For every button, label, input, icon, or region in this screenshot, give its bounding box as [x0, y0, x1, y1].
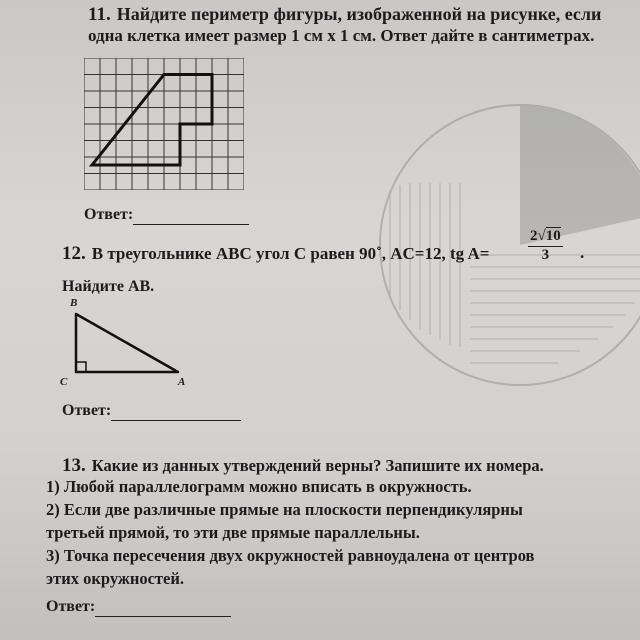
problem-12-statement	[62, 243, 489, 265]
problem-12-question: Найдите AB.	[62, 278, 155, 295]
answer-label: Ответ:	[46, 598, 96, 615]
problem-13-answer	[46, 598, 231, 617]
problem-11-answer	[84, 206, 249, 225]
problem-11-figure-outline	[92, 75, 212, 166]
problem-12-answer	[62, 402, 241, 421]
fraction-radicand: 10	[545, 228, 561, 244]
statement-3-text-1: Точка пересечения двух окружностей равноудалена от центров	[63, 546, 535, 565]
point-a-label: A	[178, 376, 186, 388]
problem-11-text-1: Найдите периметр фигуры, изображенной на рисунке, если	[116, 4, 602, 24]
problem-11-statement-line2: одна клетка имеет размер 1 см х 1 см. Ответ дайте в сантиметрах.	[88, 26, 595, 45]
fraction-coefficient: 2	[530, 228, 538, 244]
statement-1	[46, 477, 472, 497]
problem-11-grid-figure	[84, 58, 244, 190]
statement-3-line2: этих окружностей.	[46, 569, 184, 588]
triangle-abc-figure	[66, 300, 196, 390]
problem-11-statement-line1	[88, 4, 601, 26]
statement-2-text-1: Если две различные прямые на плоскости перпендикулярны	[63, 500, 523, 519]
statement-period: .	[580, 243, 585, 262]
problem-12-number: 12.	[62, 243, 86, 264]
answer-blank[interactable]	[133, 206, 249, 225]
statement-2-number: 2)	[46, 500, 60, 519]
answer-blank[interactable]	[111, 402, 241, 421]
statement-2-line1	[46, 500, 523, 520]
answer-label: Ответ:	[62, 402, 112, 419]
point-c-label: C	[60, 376, 68, 388]
statement-1-number: 1)	[46, 477, 60, 496]
problem-12-text: В треугольнике ABC угол C равен 90˚, AC=12, tg A=	[91, 244, 490, 263]
problem-11-number: 11.	[88, 4, 111, 25]
point-b-label: B	[70, 297, 78, 309]
answer-label: Ответ:	[84, 206, 134, 223]
answer-blank[interactable]	[95, 598, 231, 617]
statement-2-line2: третьей прямой, то эти две прямые параллельны.	[46, 523, 420, 542]
statement-3-number: 3)	[46, 546, 60, 565]
problem-13-text: Какие из данных утверждений верны? Запишите их номера.	[91, 456, 544, 475]
statement-1-text: Любой параллелограмм можно вписать в окружность.	[63, 477, 472, 496]
tangent-fraction: $\frac{2√10}{3}$	[530, 228, 561, 263]
fraction-denominator: 3	[541, 247, 550, 263]
problem-13-title	[62, 455, 544, 477]
problem-13-number: 13.	[62, 455, 86, 476]
statement-3-line1	[46, 546, 534, 566]
